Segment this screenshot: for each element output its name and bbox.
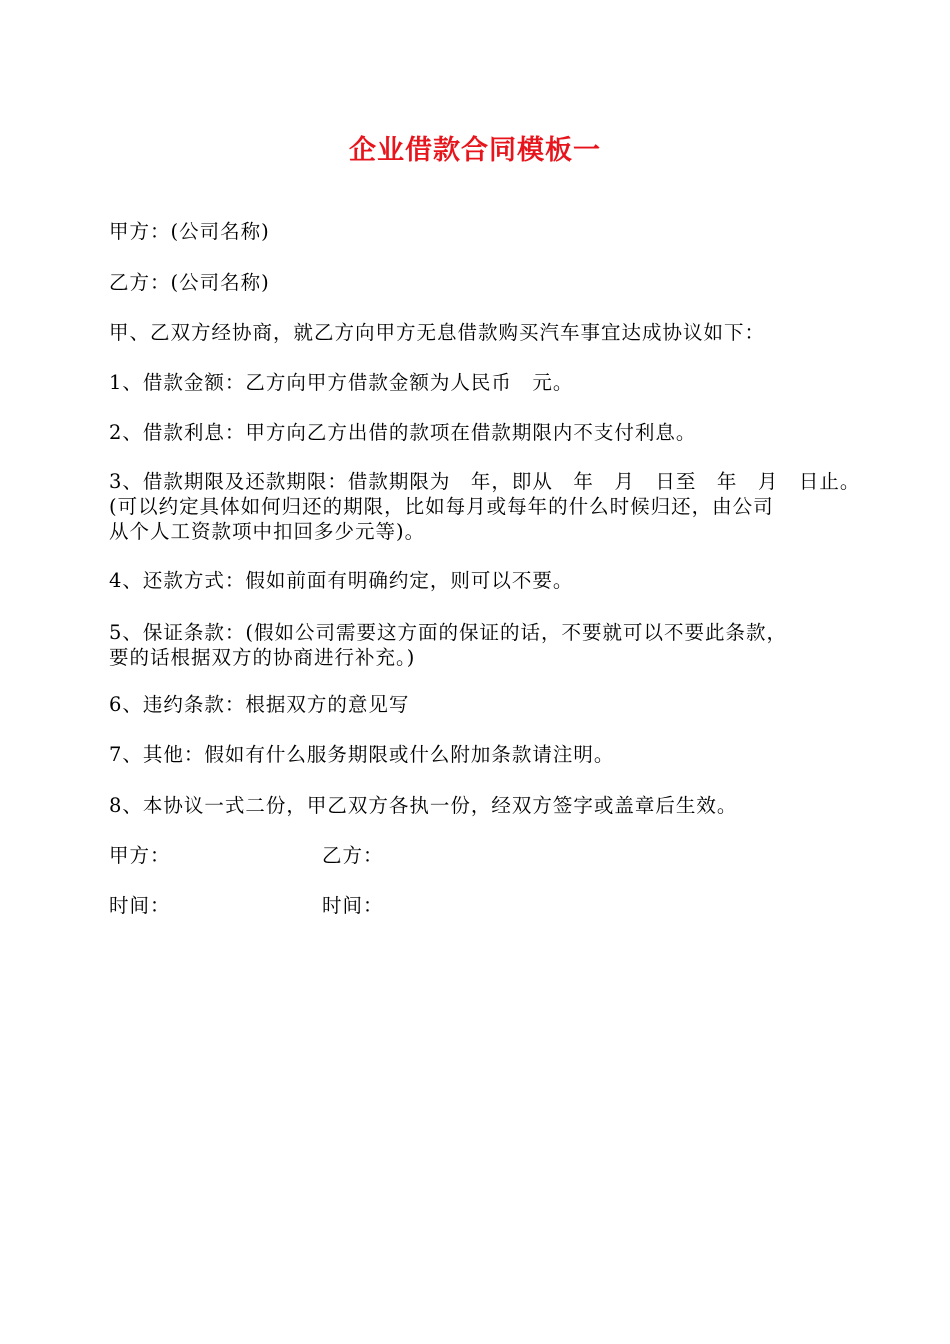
clause-6: 6、违约条款：根据双方的意见写	[109, 693, 410, 716]
party-b-line: 乙方：(公司名称)	[109, 271, 270, 294]
clause-4: 4、还款方式：假如前面有明确约定，则可以不要。	[109, 569, 574, 592]
clause-5	[109, 620, 869, 670]
party-a-line: 甲方：(公司名称)	[109, 220, 270, 243]
clause-3-line: (可以约定具体如何归还的期限，比如每月或每年的什么时候归还，由公司	[109, 495, 774, 518]
clause-7: 7、其他：假如有什么服务期限或什么附加条款请注明。	[109, 743, 615, 766]
clause-3	[109, 469, 869, 544]
signature-party-b-label: 乙方：	[322, 844, 384, 867]
clause-8: 8、本协议一式二份，甲乙双方各执一份，经双方签字或盖章后生效。	[109, 794, 738, 817]
document-title: 企业借款合同模板一	[349, 135, 601, 166]
clause-3-line: 从个人工资款项中扣回多少元等)。	[109, 520, 426, 543]
signature-time-b-label: 时间：	[322, 894, 384, 917]
clause-3-line: 3、借款期限及还款期限：借款期限为 年，即从 年 月 日至 年 月 日止。	[109, 470, 861, 493]
clause-2: 2、借款利息：甲方向乙方出借的款项在借款期限内不支付利息。	[109, 421, 697, 444]
signature-party-a-label: 甲方：	[109, 844, 171, 867]
intro-paragraph: 甲、乙双方经协商，就乙方向甲方无息借款购买汽车事宜达成协议如下：	[109, 321, 766, 344]
clause-1: 1、借款金额：乙方向甲方借款金额为人民币 元。	[109, 371, 574, 394]
clause-5-line: 5、保证条款：(假如公司需要这方面的保证的话，不要就可以不要此条款，	[109, 621, 788, 644]
signature-time-a-label: 时间：	[109, 894, 171, 917]
clause-5-line: 要的话根据双方的协商进行补充。)	[109, 646, 416, 669]
